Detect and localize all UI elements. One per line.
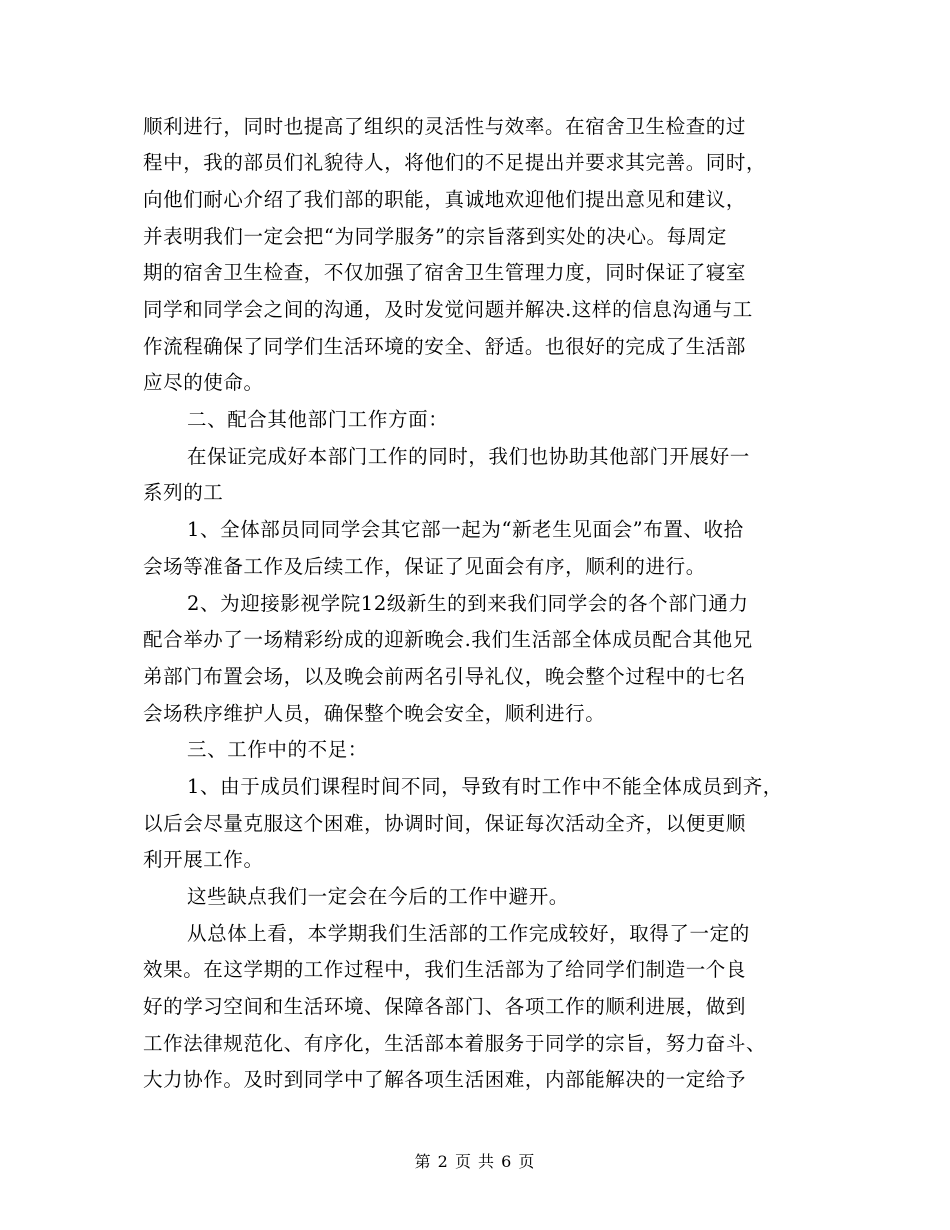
- text-line: 同学和同学会之间的沟通，及时发觉问题并解决.这样的信息沟通与工: [143, 298, 753, 321]
- section-heading: 三、工作中的不足：: [187, 738, 368, 761]
- text-line: 效果。在这学期的工作过程中，我们生活部为了给同学们制造一个良: [143, 958, 747, 981]
- text-line: 期的宿舍卫生检查，不仅加强了宿舍卫生管理力度，同时保证了寝室: [143, 261, 747, 284]
- text-line: 并表明我们一定会把“为同学服务”的宗旨落到实处的决心。每周定: [143, 225, 727, 248]
- text-line: 2、为迎接影视学院12级新生的到来我们同学会的各个部门通力: [187, 592, 749, 615]
- text-line: 1、由于成员们课程时间不同，导致有时工作中不能全体成员到齐，: [187, 775, 783, 798]
- text-line: 作流程确保了同学们生活环境的安全、舒适。也很好的完成了生活部: [143, 335, 747, 358]
- text-line: 应尽的使命。: [143, 371, 264, 394]
- text-line: 以后会尽量克服这个困难，协调时间，保证每次活动全齐，以便更顺: [143, 812, 747, 835]
- page-number-footer: 第 2 页 共 6 页: [414, 1152, 536, 1171]
- text-line: 这些缺点我们一定会在今后的工作中避开。: [187, 885, 569, 908]
- section-heading: 二、配合其他部门工作方面：: [187, 408, 449, 431]
- text-line: 程中，我的部员们礼貌待人，将他们的不足提出并要求其完善。同时，: [143, 151, 767, 174]
- text-line: 会场秩序维护人员，确保整个晚会安全，顺利进行。: [143, 702, 606, 725]
- text-line: 向他们耐心介绍了我们部的职能，真诚地欢迎他们提出意见和建议，: [143, 188, 747, 211]
- text-line: 1、全体部员同同学会其它部一起为“新老生见面会”布置、收拾: [187, 518, 744, 541]
- text-line: 利开展工作。: [143, 848, 264, 871]
- text-line: 配合举办了一场精彩纷成的迎新晚会.我们生活部全体成员配合其他兄: [143, 628, 753, 651]
- text-line: 系列的工: [143, 481, 224, 504]
- text-line: 在保证完成好本部门工作的同时，我们也协助其他部门开展好一: [187, 445, 750, 468]
- text-line: 从总体上看，本学期我们生活部的工作完成较好，取得了一定的: [187, 922, 750, 945]
- text-line: 好的学习空间和生活环境、保障各部门、各项工作的顺利进展，做到: [143, 995, 747, 1018]
- text-line: 大力协作。及时到同学中了解各项生活困难，内部能解决的一定给予: [143, 1068, 747, 1091]
- text-line: 顺利进行，同时也提高了组织的灵活性与效率。在宿舍卫生检查的过: [143, 115, 747, 138]
- text-line: 工作法律规范化、有序化，生活部本着服务于同学的宗旨，努力奋斗、: [143, 1032, 767, 1055]
- text-line: 会场等准备工作及后续工作，保证了见面会有序，顺利的进行。: [143, 555, 706, 578]
- text-line: 弟部门布置会场，以及晚会前两名引导礼仪，晚会整个过程中的七名: [143, 665, 747, 688]
